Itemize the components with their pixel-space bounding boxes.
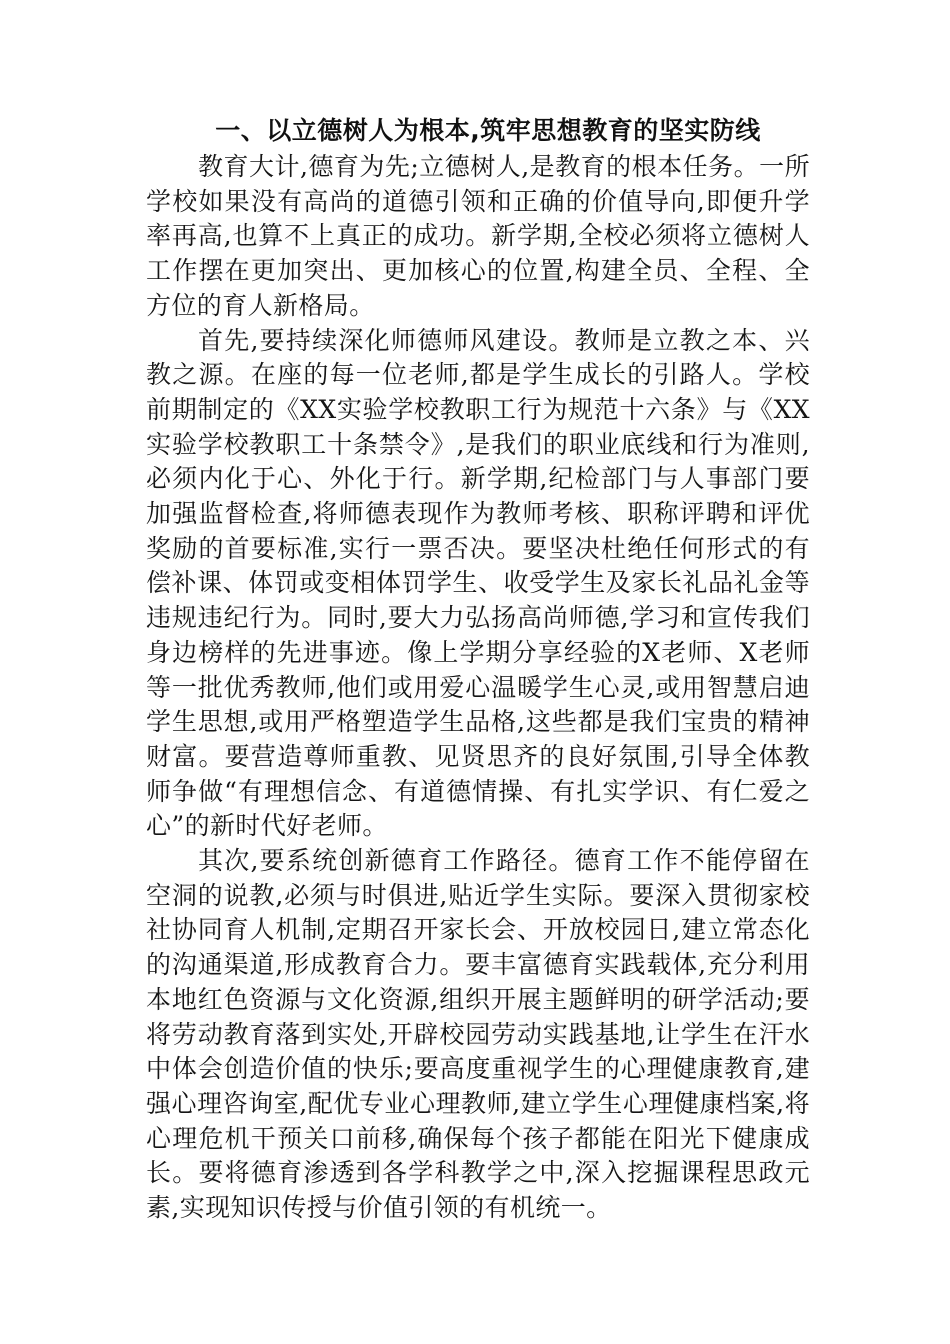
paragraph-teacher-ethics: 首先,要持续深化师德师风建设。教师是立教之本、兴教之源。在座的每一位老师,都是学生成长的引路人。学校前期制定的《XX实验学校教职工行为规范十六条》与《XX实验学校教职工十条禁令》,是我们的职业底线和行为准则,必须内化于心、外化于行。新学期,纪检部门与人事部门要加强监督检查,将师德表现作为教师考核、职称评聘和评优奖励的首要标准,实行一票否决。要坚决杜绝任何形式的有偿补课、体罚或变相体罚学生、收受学生及家长礼品礼金等违规违纪行为。同时,要大力弘扬高尚师德,学习和宣传我们身边榜样的先进事迹。像上学期分享经验的X老师、X老师等一批优秀教师,他们或用爱心温暖学生心灵,或用智慧启迪学生思想,或用严格塑造学生品格,这些都是我们宝贵的精神财富。要营造尊师重教、见贤思齐的良好氛围,引导全体教师争做“有理想信念、有道德情操、有扎实学识、有仁爱之心”的新时代好老师。	[146, 325, 810, 841]
paragraph-intro: 教育大计,德育为先;立德树人,是教育的根本任务。一所学校如果没有高尚的道德引领和正确的价值导向,即便升学率再高,也算不上真正的成功。新学期,全校必须将立德树人工作摆在更加突出、更加核心的位置,构建全员、全程、全方位的育人新格局。	[146, 152, 810, 320]
document-body	[146, 112, 810, 1226]
paragraph-moral-education-path: 其次,要系统创新德育工作路径。德育工作不能停留在空洞的说教,必须与时俱进,贴近学生实际。要深入贯彻家校社协同育人机制,定期召开家长会、开放校园日,建立常态化的沟通渠道,形成教育合力。要丰富德育实践载体,充分利用本地红色资源与文化资源,组织开展主题鲜明的研学活动;要将劳动教育落到实处,开辟校园劳动实践基地,让学生在汗水中体会创造价值的快乐;要高度重视学生的心理健康教育,建强心理咨询室,配优专业心理教师,建立学生心理健康档案,将心理危机干预关口前移,确保每个孩子都能在阳光下健康成长。要将德育渗透到各学科教学之中,深入挖掘课程思政元素,实现知识传授与价值引领的有机统一。	[146, 846, 810, 1223]
section-heading: 一、以立德树人为根本,筑牢思想教育的坚实防线	[215, 116, 761, 145]
